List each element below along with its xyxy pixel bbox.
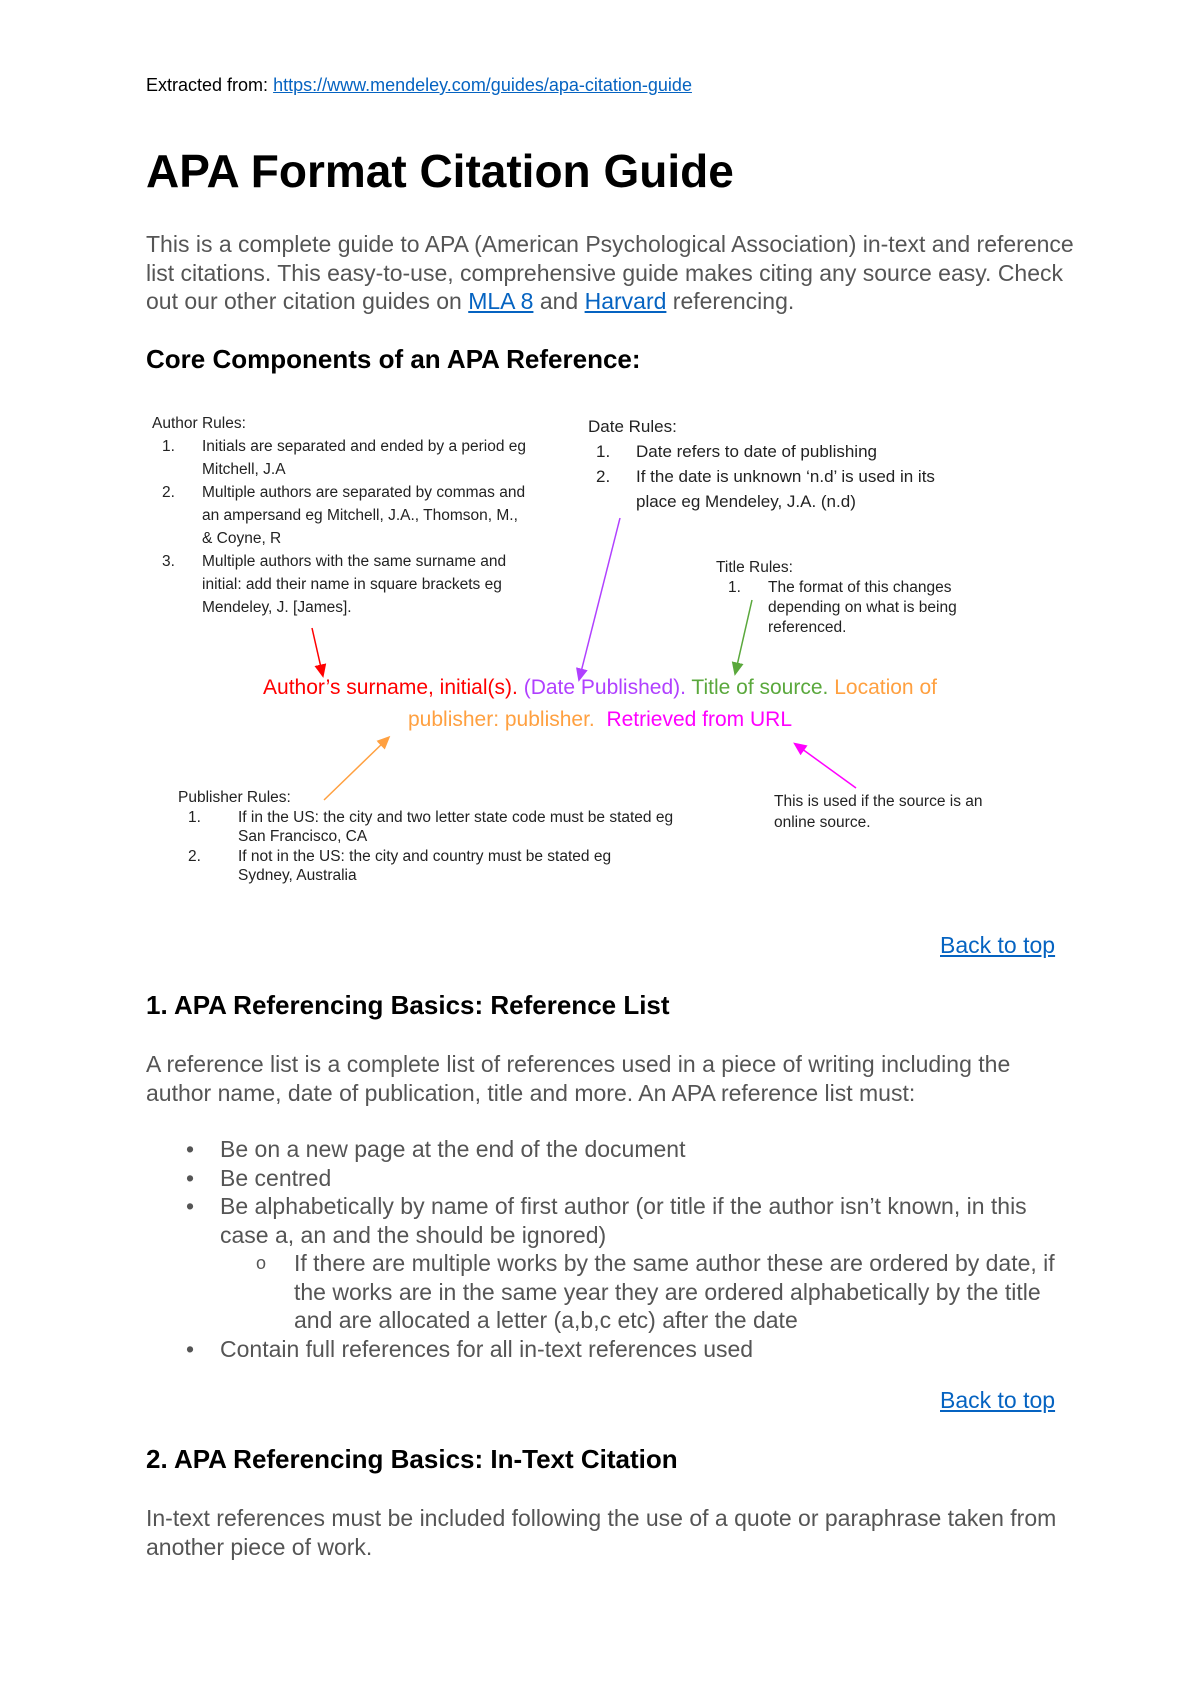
section2-paragraph: In-text references must be included following the use of a quote or paraphrase taken from another piece of work. [146, 1505, 1057, 1560]
list-item: 1. Initials are separated and ended by a period eg Mitchell, J.A [162, 438, 527, 478]
list-item: 2. If the date is unknown ‘n.d’ is used in its place eg Mendeley, J.A. (n.d) [596, 467, 935, 511]
list-item: 2. Multiple authors are separated by commas and an ampersand eg Mitchell, J.A., Thomson, M., & Coyne, R [162, 484, 526, 547]
publisher-rules-list [178, 808, 698, 886]
intro-paragraph: This is a complete guide to APA (American Psychological Association) in-text and reference list citations. This easy-to-use, comprehensive guide makes citing any source easy. Check out our other citation guides on MLA 8 and Harvard referencing. [146, 231, 1074, 314]
citation-location: Location of publisher: publisher. [407, 676, 937, 731]
publisher-rules-title: Publisher Rules: [178, 789, 291, 806]
back-to-top-link[interactable]: Back to top [940, 1387, 1056, 1413]
title-rules [716, 558, 986, 638]
citation-author: Author’s surname, initial(s). [263, 676, 518, 699]
title-rules-list [716, 578, 986, 638]
mla-link[interactable]: MLA 8 [468, 288, 534, 314]
list-item: • Be centred [186, 1164, 332, 1191]
list-item: 1. If in the US: the city and two letter state code must be stated eg San Francisco, CA [188, 808, 674, 845]
list-item: 2. If not in the US: the city and country must be stated eg Sydney, Australia [188, 847, 612, 884]
source-url-link[interactable]: https://www.mendeley.com/guides/apa-citation-guide [273, 75, 692, 95]
list-item: • Contain full references for all in-text references used [186, 1335, 754, 1362]
date-arrow [580, 518, 620, 676]
title-rules-title: Title Rules: [716, 559, 793, 576]
bullet-icon: • [186, 1164, 195, 1191]
date-rules [588, 414, 948, 514]
author-arrow [312, 628, 322, 672]
core-components-heading: Core Components of an APA Reference: [146, 344, 641, 374]
url-arrow [798, 746, 856, 788]
citation-title: Title of source. [691, 676, 829, 699]
bullet-icon: • [186, 1193, 195, 1219]
back-to-top-link[interactable]: Back to top [940, 932, 1056, 958]
list-item: 3. Multiple authors with the same surname and initial: add their name in square brackets eg Mendeley, J. [James]. [162, 553, 507, 616]
list-item: o If there are multiple works by the same author these are ordered by date, if the works are in the same year they are ordered alphabetically by the title and are allocated a letter (a,b,c etc) after the date [256, 1250, 1055, 1333]
source-line [146, 75, 692, 96]
section1-paragraph: A reference list is a complete list of references used in a piece of writing including the author name, date of publication, title and more. An APA reference list must: [146, 1051, 1011, 1106]
list-item: 1. Date refers to date of publishing [596, 442, 877, 461]
harvard-link[interactable]: Harvard [584, 288, 667, 314]
section1-heading: 1. APA Referencing Basics: Reference List [146, 990, 670, 1020]
list-item: • Be on a new page at the end of the document [186, 1136, 686, 1162]
reference-list-rules [146, 1135, 1076, 1363]
citation-date: (Date Published). [523, 676, 686, 699]
url-note: This is used if the source is an online source. [774, 793, 983, 831]
author-rules-list [152, 435, 552, 619]
author-rules-title: Author Rules: [152, 415, 246, 432]
citation-url: Retrieved from URL [606, 708, 793, 731]
date-rules-list [588, 439, 948, 514]
section2-heading: 2. APA Referencing Basics: In-Text Citation [146, 1444, 678, 1474]
bullet-icon: • [186, 1136, 195, 1162]
page-title: APA Format Citation Guide [146, 145, 734, 197]
date-rules-title: Date Rules: [588, 417, 677, 436]
bullet-icon: • [186, 1335, 195, 1362]
author-rules [152, 412, 552, 619]
publisher-rules [178, 788, 698, 886]
list-item: • Be alphabetically by name of first author (or title if the author isn’t known, in this case a, an and the should be ignored) [186, 1193, 1027, 1248]
hollow-bullet-icon: o [256, 1253, 267, 1273]
apa-reference-diagram [0, 400, 1200, 920]
citation-template [220, 672, 980, 736]
list-item: 1. The format of this changes depending on what is being referenced. [728, 579, 957, 636]
source-label: Extracted from: [146, 75, 269, 95]
